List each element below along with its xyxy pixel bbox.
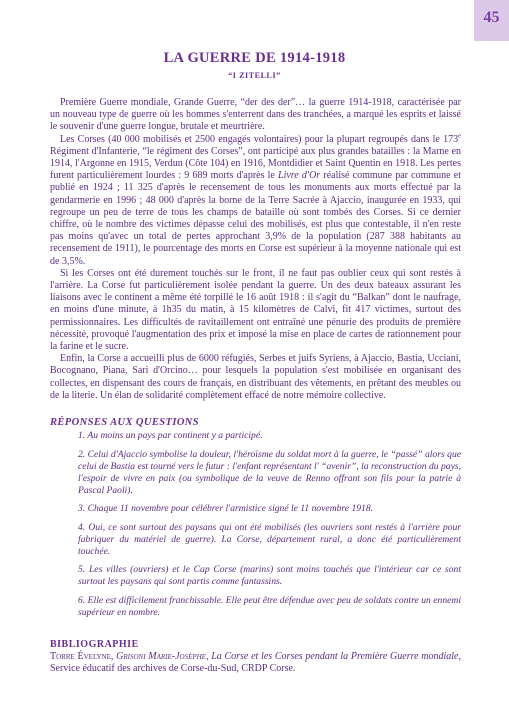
- page-number: 45: [483, 8, 500, 26]
- ordinal-superscript: e: [458, 132, 461, 140]
- answers-list: [78, 430, 461, 625]
- body-paragraph: Enfin, la Corse a accueilli plus de 6000 réfugiés, Serbes et juifs Syriens, à Ajaccio, Bastia, Ucciani, Bocognano, Piana, Sari d'Orcino… pour lesquels la population s'est mobilisée en organisant des collectes, en dispensant des cours de français, en distribuant des vêtements, en prêtant des meubles ou de la literie. Un élan de solidarité complètement effacé de notre mémoire collective.: [50, 353, 461, 401]
- answer-item: 5. Les villes (ouvriers) et le Cap Corse (marins) sont moins touchés que l'intérieur car ce sont surtout les paysans qui sont partis comme fantassins.: [78, 564, 461, 587]
- paragraph-text: réalisé commune par commune et publié en 1924 ; 11 325 d'après le recensement de tous les monuments aux morts effectué par la gendarmerie en 1996 ; 48 000 d'après la borne de la Terre Sacrée à Ajaccio, inaugurée en 1933, qui regroupe un peu de terre de tous les champs de bataille où sont tombés des Corses. Si ce dernier chiffre, où le nombre des victimes dépasse celui des mobilisés, est plus que contestable, il n'en reste pas moins qu'avec un total de pertes approchant 3,9% de la population (287 388 habitants au recensement de 1911), le pourcentage des morts en Corse est supérieur à la moyenne nationale qui est de 3,5%.: [50, 170, 461, 267]
- book-title-italic: Livre d'Or: [278, 170, 321, 182]
- body-text: [50, 97, 461, 402]
- body-paragraph: [50, 134, 461, 268]
- answer-item: 4. Oui, ce sont surtout des paysans qui ont été mobilisés (les ouvriers sont restés à l'arrière pour fabriquer du matériel de guerre). La Corse, département rural, a donc été particulièrement touchée.: [78, 521, 461, 557]
- bibliography-entry: [50, 651, 461, 675]
- answer-item: 2. Celui d'Ajaccio symbolise la douleur, l'héroïsme du soldat mort à la guerre, le “passé” alors que celui de Bastia est tourné vers le futur : l'enfant représentant l' “avenir”, la reconstruction du pays, l'espoir de vivre en paix (ou symbolique de la veuve de Renno offrant son fils pour la patrie à Pascal Paoli).: [78, 448, 461, 496]
- page-title: LA GUERRE DE 1914-1918: [163, 50, 346, 66]
- page-subtitle: “I ZITELLI”: [228, 71, 281, 80]
- bibliography-title: La Corse et les Corses pendant la Première Guerre mondiale: [211, 651, 459, 662]
- page-number-badge: [474, 0, 509, 41]
- answer-item: 6. Elle est difficilement franchissable. Elle peut être défendue avec peu de soldats contre un ennemi supérieur en nombre.: [78, 594, 461, 618]
- bibliography-publisher: , Service éducatif des archives de Corse-du-Sud, CRDP Corse.: [50, 651, 461, 674]
- bibliography-author: Grisoni Marie-Josèphe,: [116, 651, 212, 662]
- answer-item: 1. Au moins un pays par continent y a participé.: [78, 430, 263, 441]
- body-paragraph: Si les Corses ont été durement touchés sur le front, il ne faut pas oublier ceux qui sont restés à l'arrière. La Corse fut particulièrement isolée pendant la guerre. Un des deux bateaux assurant les liaisons avec le continent a même été torpillé le 16 août 1918 : il s'agit du “Balkan” dont le naufrage, en moins d'une minute, à 1h35 du matin, à 15 kilomètres de Calvi, fit 417 victimes, surtout des permissionnaires. Les difficultés de ravitaillement ont entraîné une pénurie des produits de première nécessité, provoqué l'augmentation des prix et imposé la mise en place de cartes de rationnement pour la farine et le sucre.: [50, 267, 461, 353]
- paragraph-text: Régiment d'Infanterie, “le régiment des Corses”, ont participé aux plus grandes batailles : la Marne en 1914, l'Argonne en 1915, Verdun (Côte 104) en 1916, Montdidier et Saint Quentin en 1918. Les pertes furent particulièrement lourdes : 9 689 morts d'après le: [50, 145, 461, 182]
- paragraph-text: Les Corses (40 000 mobilisés et 2500 engagés volontaires) pour la plupart regroupés dans le 173: [60, 133, 459, 145]
- answers-heading: RÉPONSES AUX QUESTIONS: [50, 417, 200, 428]
- body-paragraph: Première Guerre mondiale, Grande Guerre, “der des der”… la guerre 1914-1918, caractérisée par un nouveau type de guerre où les hommes s'enterrent dans des tranchées, a marqué les esprits et laissé le souvenir d'une guerre longue, brutale et meurtrière.: [50, 97, 461, 133]
- answer-item: 3. Chaque 11 novembre pour célébrer l'armistice signé le 11 novembre 1918.: [78, 503, 374, 514]
- bibliography-heading: BIBLIOGRAPHIE: [50, 639, 139, 650]
- bibliography-author: Torre Évelyne,: [50, 651, 117, 662]
